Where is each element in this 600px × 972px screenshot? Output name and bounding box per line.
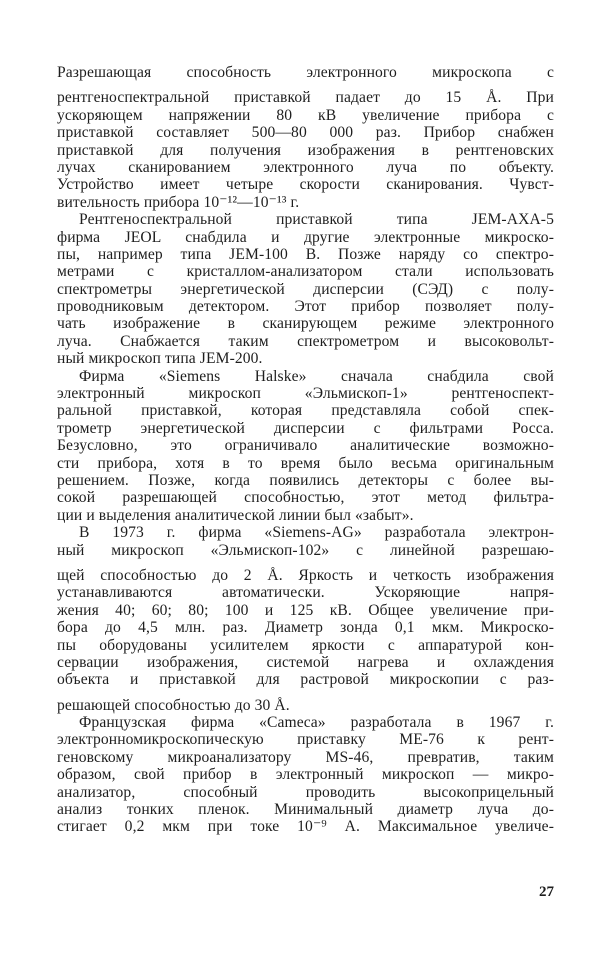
paragraph-first-line: В 1973 г. фирма «Siemens-AG» разработала электрон- — [79, 524, 554, 542]
text-line: проводниковым детектором. Этот прибор позволяет полу- — [57, 298, 554, 316]
page-number: 27 — [539, 884, 554, 900]
text-line: объекта и приставкой для растровой микроскопии с раз- — [57, 671, 554, 689]
text-line: трометр энергетической дисперсии с фильтрами Росса. — [57, 419, 554, 437]
text-line: сти прибора, хотя в то время было весьма оригинальным — [57, 454, 554, 472]
text-line: Устройство имеет четыре скорости сканирования. Чувст- — [57, 176, 554, 194]
text-line: Безусловно, это ограничивало аналитические возможно- — [57, 437, 554, 455]
text-line: сервации изображения, системой нагрева и охлаждения — [57, 653, 554, 671]
text-line: спектрометры энергетической дисперсии (СЭД) с полу- — [57, 280, 554, 298]
text-line: фирма JEOL снабдила и другие электронные микроско- — [57, 228, 554, 246]
text-line: электронномикроскопическую приставку МЕ-76 к рент- — [57, 731, 554, 749]
text-line: пы, например типа JEM-100 B. Позже наряду со спектро- — [57, 245, 554, 263]
text-line: рентгеноспектральной приставкой падает до 15 Å. При — [57, 89, 554, 107]
text-line: стигает 0,2 мкм при токе 10⁻⁹ А. Максимальное увеличе- — [57, 818, 554, 836]
text-line: ный микроскоп «Эльмископ-102» с линейной разрешаю- — [57, 541, 554, 559]
text-line: геновскому микроанализатору MS-46, превратив, таким — [57, 748, 554, 766]
text-line: сокой разрешающей способностью, этот метод фильтра- — [57, 489, 554, 507]
text-line: ный микроскоп типа JEM-200. — [57, 350, 263, 368]
text-line: бора до 4,5 млн. раз. Диаметр зонда 0,1 мкм. Микроско- — [57, 619, 554, 637]
text-line: ускоряющем напряжении 80 кВ увеличение прибора с — [57, 106, 554, 124]
text-line: анализатор, способный проводить высокоприцельный — [57, 783, 554, 801]
text-line: приставкой для получения изображения в рентгеновских — [57, 141, 554, 159]
text-line: устанавливаются автоматически. Ускоряющие напря- — [57, 584, 554, 602]
text-line: жения 40; 60; 80; 100 и 125 кВ. Общее увеличение при- — [57, 601, 554, 619]
text-line: ральной приставкой, которая представляла собой спек- — [57, 402, 554, 420]
text-line: анализ тонких пленок. Минимальный диаметр луча до- — [57, 801, 554, 819]
text-line: ции и выделения аналитической линии был «забыт». — [57, 506, 414, 524]
text-line: щей способностью до 2 Å. Яркость и четкость изображения — [57, 566, 554, 584]
text-line: электронный микроскоп «Эльмископ-1» рентгеноспект- — [57, 385, 554, 403]
paragraph-first-line: Фирма «Siemens Halske» сначала снабдила свой — [79, 367, 554, 385]
text-line: метрами с кристаллом-анализатором стали использовать — [57, 263, 554, 281]
text-line: образом, свой прибор в электронный микроскоп — микро- — [57, 766, 554, 784]
text-line: пы оборудованы усилителем яркости с аппаратурой кон- — [57, 636, 554, 654]
paragraph-first-line: Французская фирма «Cameca» разработала в 1967 г. — [79, 714, 554, 732]
text-line: приставкой составляет 500—80 000 раз. Прибор снабжен — [57, 124, 554, 142]
text-line: решением. Позже, когда появились детекторы с более вы- — [57, 471, 554, 489]
text-line: лучах сканированием электронного луча по объекту. — [57, 158, 554, 176]
text-line: вительность прибора 10⁻¹²—10⁻¹³ г. — [57, 193, 300, 211]
text-line: луча. Снабжается таким спектрометром и высоковольт- — [57, 332, 554, 350]
text-line: Разрешающая способность электронного микроскопа с — [57, 64, 554, 81]
page-body-text — [57, 64, 554, 836]
paragraph-first-line: Рентгеноспектральной приставкой типа JEM-AXA-5 — [79, 211, 554, 229]
text-line: чать изображение в сканирующем режиме электронного — [57, 315, 554, 333]
text-line: решающей способностью до 30 Å. — [57, 696, 290, 714]
